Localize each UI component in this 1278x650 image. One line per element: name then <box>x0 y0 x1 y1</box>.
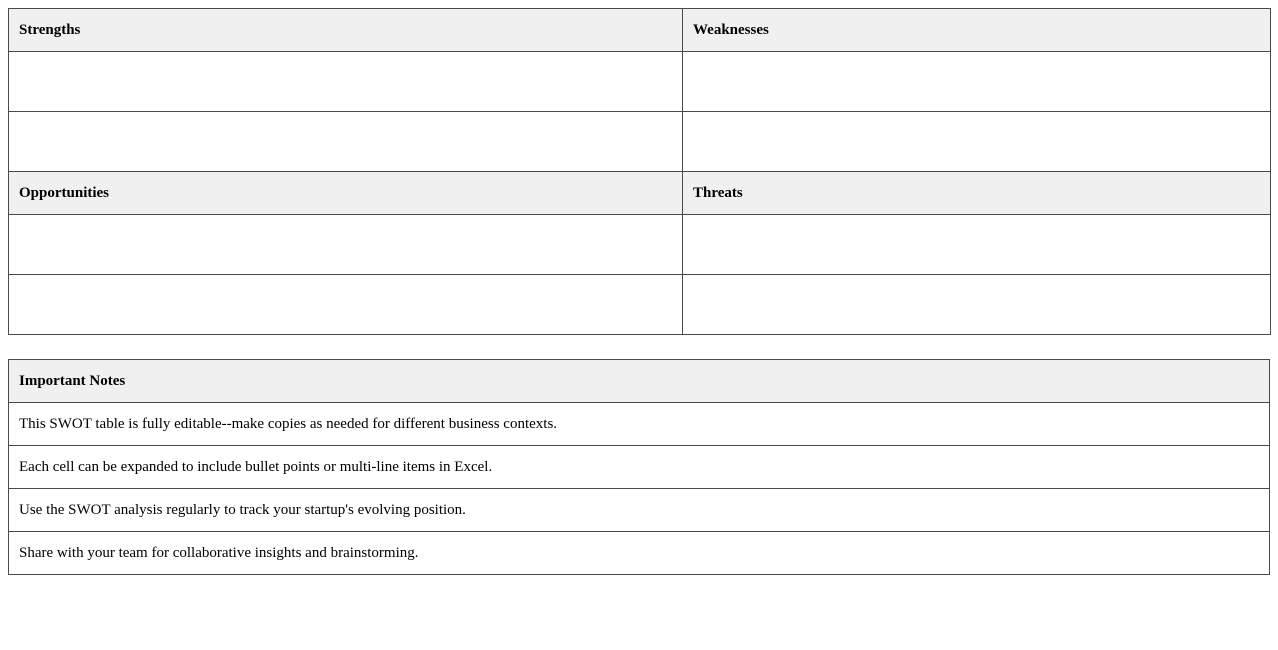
swot-row <box>9 52 1271 112</box>
notes-header-row <box>9 360 1270 403</box>
opportunities-header: Opportunities <box>9 172 683 215</box>
swot-row <box>9 112 1271 172</box>
strengths-cell[interactable] <box>9 52 683 112</box>
weaknesses-cell[interactable] <box>683 112 1271 172</box>
threats-header: Threats <box>683 172 1271 215</box>
swot-row <box>9 215 1271 275</box>
note-row <box>9 403 1270 446</box>
swot-row <box>9 275 1271 335</box>
weaknesses-header: Weaknesses <box>683 9 1271 52</box>
weaknesses-cell[interactable] <box>683 52 1271 112</box>
note-item: This SWOT table is fully editable--make copies as needed for different business contexts. <box>9 403 1270 446</box>
swot-header-row <box>9 9 1271 52</box>
threats-cell[interactable] <box>683 275 1271 335</box>
note-item: Use the SWOT analysis regularly to track your startup's evolving position. <box>9 489 1270 532</box>
strengths-header: Strengths <box>9 9 683 52</box>
notes-title: Important Notes <box>9 360 1270 403</box>
swot-table <box>8 8 1271 335</box>
opportunities-cell[interactable] <box>9 275 683 335</box>
opportunities-cell[interactable] <box>9 215 683 275</box>
strengths-cell[interactable] <box>9 112 683 172</box>
note-row <box>9 446 1270 489</box>
notes-table <box>8 359 1270 575</box>
note-row <box>9 532 1270 575</box>
note-row <box>9 489 1270 532</box>
threats-cell[interactable] <box>683 215 1271 275</box>
note-item: Share with your team for collaborative insights and brainstorming. <box>9 532 1270 575</box>
swot-header-row <box>9 172 1271 215</box>
note-item: Each cell can be expanded to include bullet points or multi-line items in Excel. <box>9 446 1270 489</box>
